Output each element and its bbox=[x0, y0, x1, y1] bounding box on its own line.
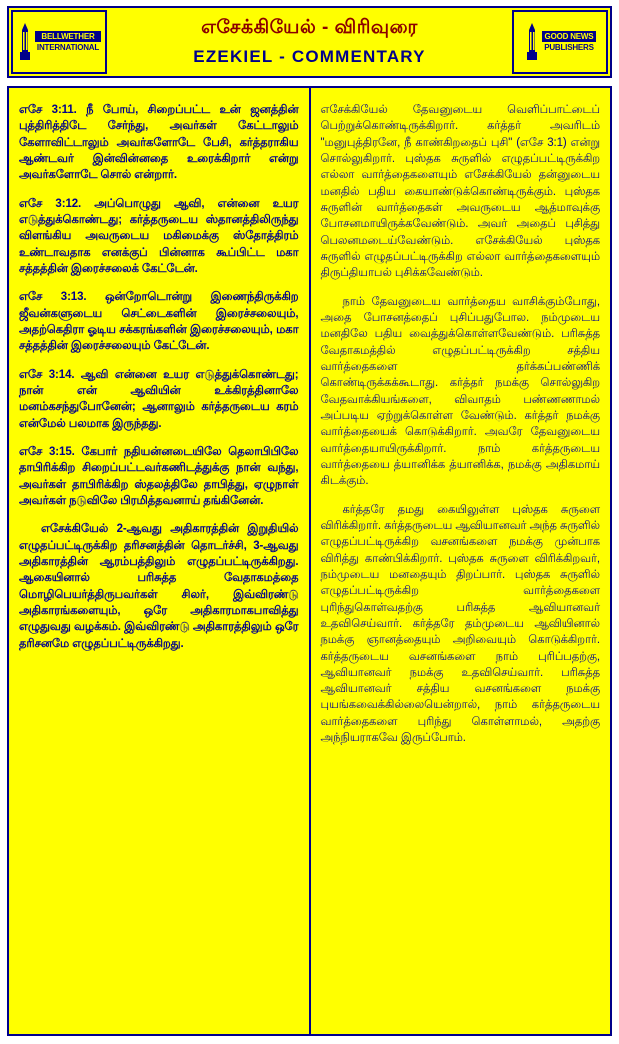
good-news-logo-line2: PUBLISHERS bbox=[544, 43, 594, 52]
tower-icon bbox=[17, 22, 33, 62]
verse-paragraph: எசே 3:11. நீ போய், சிறைப்பட்ட உன் ஜனத்தின் புத்திரித்திடே சேர்ந்து, அவர்கள் கேட்டாலும் கேளாவிட்டாலும் அவர்களோடே பேசி, கர்த்தராகிய ஆண்டவர் இன்வின்னதை உரைக்கிறார் என்று அவர்களோடே சொல் என்றார். bbox=[19, 104, 299, 182]
document-body bbox=[7, 86, 612, 1036]
commentary-paragraph: எசேக்கியேல் தேவனுடைய வெளிப்பாட்டைப் பெற்றுக்கொண்டிருக்கிறார். கர்த்தர் அவரிடம் "மனுபுத்திரனே, நீ காண்கிறதைப் புசி" (எசே 3:1) என்று சொல்லுகிறார். புஸ்தக சுருளில் எழுதப்பட்டிருக்கிற எல்லா வார்த்தைகளையும் எசேக்கியேல் தன்னுடைய மனதில் பதிய கையாண்டுக்கொண்டிருக்கும். புஸ்தக சுருளின் வார்த்தைகள் அவருடைய ஆத்மாவுக்கு போசனமாயிருக்கவேண்டும். அவர் அதைப் புசித்து பெலனமடைய்வேண்டும். எசேக்கியேல் புஸ்தக சுருளில் எழுதப்பட்டிருக்கிற எல்லா வார்த்தைகளையும் திருப்தியாபல் புசிக்கவேண்டும். bbox=[320, 104, 600, 280]
good-news-logo-line1: GOOD NEWS bbox=[542, 31, 596, 42]
commentary-paragraph: எசேக்கியேல் 2-ஆவது அதிகாரத்தின் இறுதியில் எழுதப்பட்டிருக்கிற தரிசனத்தின் தொடர்ச்சி, 3-ஆவது அதிகாரத்தின் ஆரம்பத்திலும் எழுதப்பட்டிருக்கிறது. ஆகையினால் பரிசுத்த வேதாகமத்தை மொழிபெயர்த்திருபவர்கள் சிலர், இவ்விரண்டு அதிகாரங்களையும், ஒரே அதிகாரமாகபாவித்து எழுதுவது வழக்கம். இவ்விரண்டு அதிகாரத்திலும் ஒரே தரிசனமே எழுதப்பட்டிருக்கிறது. bbox=[19, 523, 299, 650]
bellwether-logo-line1: BELLWETHER bbox=[35, 31, 101, 42]
bellwether-logo-text bbox=[35, 31, 101, 53]
commentary-paragraph: கர்த்தரே தமது கையிலுள்ள புஸ்தக சுருளை விரிக்கிறார். கர்த்தருடைய ஆவியானவர் அந்த சுருளில் எழுதப்பட்டிருக்கிற வசனங்களை நமக்கு முன்பாக விரித்து காண்பிக்கிறார். புஸ்தக சுருளை விரிக்கிறவர், நம்முடைய மனதையும் திறப்பார். புஸ்தக சுருளில் எழுதப்பட்டிருக்கிற வார்த்தைகளை புரிந்துகொள்வதற்கு பரிசுத்த ஆவியானவர் உதவிசெய்வார். கர்த்தரே தம்முடைய ஆவியினால் நமக்கு ஞானத்தையும் அறிவையும் கொடுக்கிறார். கர்த்தருடைய வசனங்களை நாம் புரிப்பதற்கு, ஆவியானவர் நமக்கு உதவிசெய்வார். பரிசுத்த ஆவியானவர் சத்திய வசனங்களை நமக்கு புயங்கவைக்கில்லையென்றால், நாம் கர்த்தருடைய வார்த்தைகளை புரிந்து கொள்ளாமல், அதற்கு அந்நியராகவே இருப்போம். bbox=[320, 503, 600, 745]
verse-paragraph: எசே 3:15. கேபார் நதியன்னடையிலே தெலாபிபிலே தாபிரிக்கிற சிறைப்பட்டவர்கணிடத்துக்கு நான் வந்து, அவர்கள் தாபிரிக்கிற ஸ்தலத்திலே தாபித்து, ஏழுநாள் அவர்கள் நடுவிலே பிரமித்தவனாய் தங்கினேன். bbox=[19, 445, 299, 507]
verse-paragraph: எசே 3:13. ஒன்றோடொன்று இணைந்திருக்கிற ஜீவன்களுடைய செட்டைகளின் இரைச்சலையும், அதற்கெதிரா ஓடிய சக்கரங்களின் இரைச்சலையும், மகா சத்தத்தின் இரைச்சலையும் கேட்டேன். bbox=[19, 291, 299, 353]
good-news-publishers-logo bbox=[512, 10, 608, 74]
tower-icon bbox=[524, 22, 540, 62]
document-header bbox=[7, 6, 612, 78]
good-news-logo-text bbox=[542, 31, 596, 53]
right-column bbox=[311, 88, 611, 1034]
bellwether-international-logo bbox=[11, 10, 107, 74]
verse-paragraph: எசே 3:12. அப்பொழுது ஆவி, என்னை உயர எடுத்துக்கொண்டது; கர்த்தருடைய ஸ்தானத்திலிருந்து விளங்கிய அவருடைய மகிமைக்கு ஸ்தோத்திரம் உண்டாவதாக எனக்குப் பின்னாக கூப்பிட்ட மகா சத்தத்தின் இரைச்சலைக் கேட்டேன். bbox=[19, 197, 299, 275]
page-title-tamil: எசேக்கியேல் - விரிவுரை bbox=[201, 17, 418, 38]
page-title-english: EZEKIEL - COMMENTARY bbox=[193, 47, 426, 66]
header-title-group bbox=[109, 8, 510, 76]
verse-paragraph: எசே 3:14. ஆவி என்னை உயர எடுத்துக்கொண்டது; நான் என் ஆவியின் உக்கிரத்தினாலே மனம்கசந்துபோனேன்; ஆனாலும் கர்த்தருடைய கரம் என்மேல் பலமாக இருந்தது. bbox=[19, 368, 299, 430]
bellwether-logo-line2: INTERNATIONAL bbox=[36, 43, 100, 52]
left-column bbox=[9, 88, 309, 1034]
commentary-paragraph: நாம் தேவனுடைய வார்த்தைய வாசிக்கும்போது, அதை போசனத்தைப் புசிப்பதுபோல. நம்முடைய மனதிலே பதிய வைத்துக்கொள்ளவேண்டும். பரிசுத்த வேதாகமத்தில் எழுதப்பட்டிருக்கிற சத்திய வார்த்தைகளை தர்க்கப்பண்ணிக் கொண்டிருக்கக்கூடாது. கர்த்தர் நமக்கு சொல்லுகிற வேதவாக்கியங்களை, விவாதம் பண்ணணாமல் அப்படிய ஏற்றுக்கொள்ள வேண்டும். கர்த்தர் நமக்கு வார்த்தையைக் கொடுக்கிறார். அவரே தேவனுடைய வார்த்தையாயிருக்கிறார். நாம் கர்த்தருடைய வார்த்தையை த்யானிக்க த்யானிக்க, நமக்கு அதிகமாய் கிடக்கும். bbox=[320, 295, 600, 488]
